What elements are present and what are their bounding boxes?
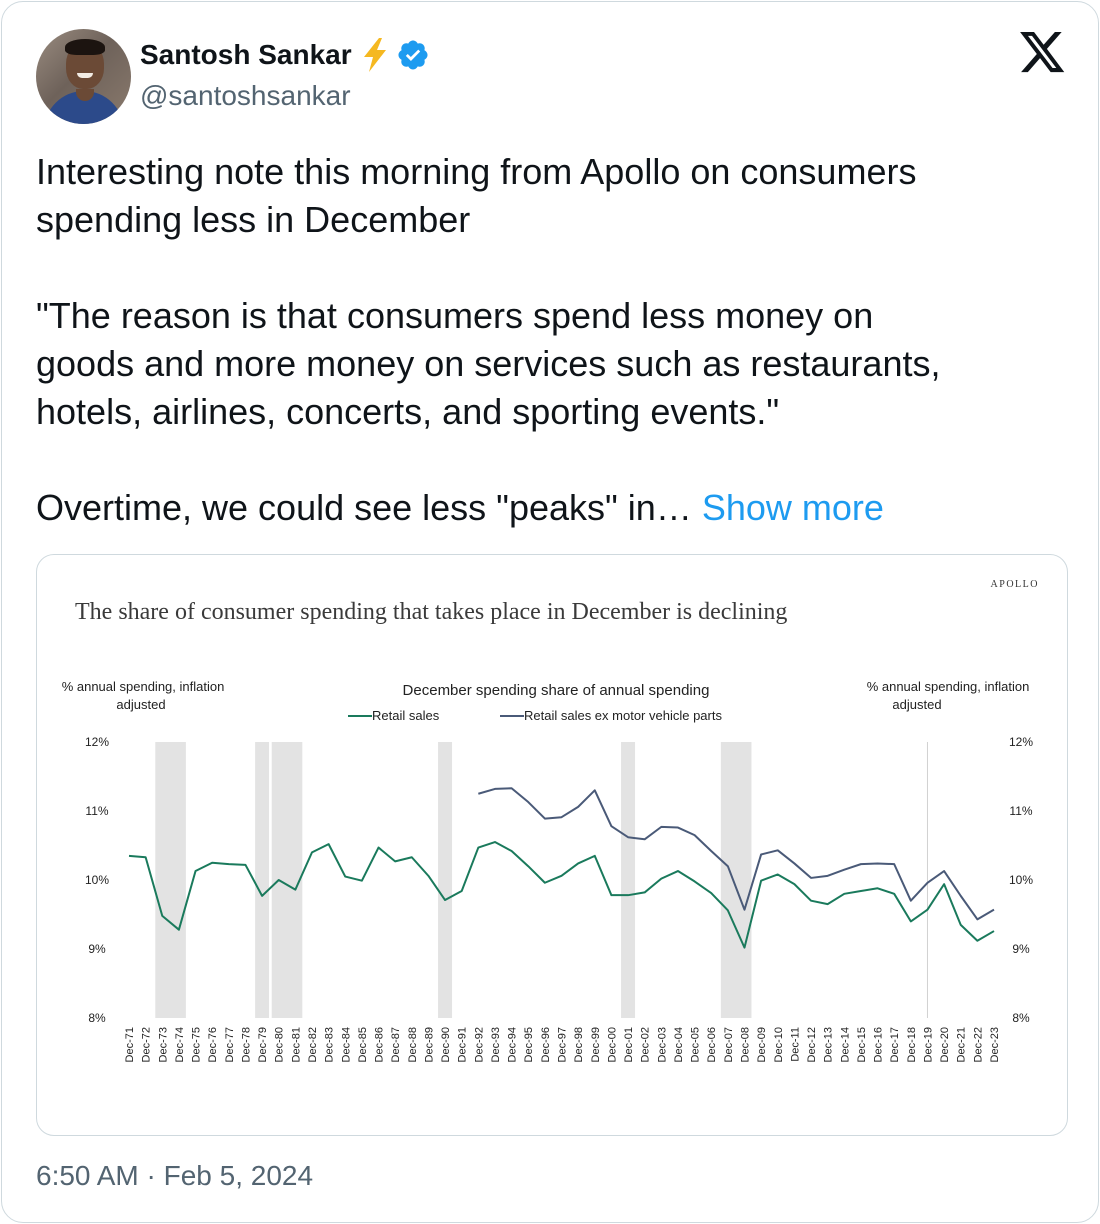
x-tick-label: Dec-86: [373, 1027, 386, 1063]
show-more-link[interactable]: Show more: [701, 487, 884, 528]
x-tick-label: Dec-05: [689, 1027, 702, 1063]
tweet-truncated-text: Overtime, we could see less "peaks" in…: [36, 487, 692, 528]
x-tick-label: Dec-01: [623, 1027, 636, 1063]
x-tick-label: Dec-85: [356, 1027, 369, 1063]
tweet-quote-line: hotels, airlines, concerts, and sporting events.": [36, 391, 780, 432]
x-tick-label: Dec-90: [440, 1027, 453, 1063]
x-tick-label: Dec-91: [456, 1027, 469, 1063]
x-tick-label: Dec-74: [173, 1027, 186, 1063]
right-axis-label-line: % annual spending, inflation: [866, 679, 1030, 694]
recession-band: [438, 742, 452, 1018]
author-handle[interactable]: @santoshsankar: [140, 80, 351, 111]
tweet-text: [36, 148, 1076, 532]
right-y-tick-label: 11%: [1009, 804, 1033, 818]
x-tick-label: Dec-08: [739, 1027, 752, 1063]
chart-svg: [37, 555, 1067, 1135]
x-tick-label: Dec-09: [756, 1027, 769, 1063]
x-tick-label: Dec-79: [257, 1027, 270, 1063]
x-tick-label: Dec-97: [556, 1027, 569, 1063]
x-tick-label: Dec-00: [606, 1027, 619, 1063]
tweet-truncated-line: [36, 484, 1076, 532]
x-tick-label: Dec-99: [589, 1027, 602, 1063]
x-tick-label: Dec-95: [523, 1027, 536, 1063]
recession-band: [272, 742, 303, 1018]
x-tick-label: Dec-98: [573, 1027, 586, 1063]
x-tick-label: Dec-81: [290, 1027, 303, 1063]
right-y-tick-label: 12%: [1008, 735, 1034, 749]
x-tick-label: Dec-87: [390, 1027, 403, 1063]
x-tick-label: Dec-10: [772, 1027, 785, 1063]
tweet-line: spending less in December: [36, 199, 471, 240]
x-tick-label: Dec-07: [722, 1027, 735, 1063]
verified-badge-icon[interactable]: [396, 38, 430, 72]
chart-subtitle: December spending share of annual spending: [402, 682, 710, 699]
x-tick-label: Dec-92: [473, 1027, 486, 1063]
recession-band: [255, 742, 269, 1018]
right-axis-label-line: adjusted: [892, 697, 942, 712]
left-axis-label-line: % annual spending, inflation: [61, 679, 225, 694]
right-y-tick-label: 10%: [1008, 873, 1034, 887]
x-tick-label: Dec-89: [423, 1027, 436, 1063]
x-logo-icon[interactable]: [1020, 32, 1066, 74]
recession-band: [721, 742, 752, 1018]
x-tick-label: Dec-19: [922, 1027, 935, 1063]
right-y-tick-label: 9%: [1012, 942, 1030, 956]
recession-band: [155, 742, 186, 1018]
author-display-name[interactable]: Santosh Sankar: [140, 39, 352, 70]
recession-band: [621, 742, 635, 1018]
x-tick-label: Dec-83: [323, 1027, 336, 1063]
legend-label-retail-ex-mvp: Retail sales ex motor vehicle parts: [524, 708, 722, 723]
tweet-quote-line: goods and more money on services such as restaurants,: [36, 343, 941, 384]
chart-image[interactable]: [36, 554, 1068, 1136]
x-tick-label: Dec-12: [806, 1027, 819, 1063]
x-tick-label: Dec-80: [273, 1027, 286, 1063]
lightning-bolt-icon: [360, 37, 390, 73]
x-tick-label: Dec-02: [639, 1027, 652, 1063]
x-tick-label: Dec-20: [939, 1027, 952, 1063]
x-tick-label: Dec-21: [955, 1027, 968, 1063]
legend-label-retail-sales: Retail sales: [372, 708, 440, 723]
x-tick-label: Dec-17: [889, 1027, 902, 1063]
x-tick-label: Dec-94: [506, 1027, 519, 1063]
left-y-tick-label: 8%: [88, 1011, 106, 1025]
left-y-tick-label: 10%: [84, 873, 110, 887]
x-tick-label: Dec-16: [872, 1027, 885, 1063]
x-tick-label: Dec-93: [489, 1027, 502, 1063]
apollo-brand-label: APOLLO: [990, 579, 1039, 590]
x-tick-label: Dec-72: [140, 1027, 153, 1063]
x-tick-label: Dec-23: [989, 1027, 1001, 1063]
x-tick-label: Dec-96: [539, 1027, 552, 1063]
x-tick-label: Dec-73: [157, 1027, 170, 1063]
author-avatar[interactable]: [36, 29, 131, 124]
x-tick-label: Dec-75: [190, 1027, 203, 1063]
x-tick-label: Dec-04: [672, 1027, 685, 1063]
x-tick-label: Dec-76: [207, 1027, 220, 1063]
x-tick-label: Dec-22: [972, 1027, 985, 1063]
left-y-tick-label: 9%: [88, 942, 106, 956]
x-tick-label: Dec-03: [656, 1027, 669, 1063]
tweet-card: [1, 1, 1099, 1223]
x-tick-label: Dec-71: [124, 1027, 136, 1063]
x-tick-label: Dec-06: [706, 1027, 719, 1063]
x-tick-label: Dec-18: [905, 1027, 918, 1063]
x-tick-label: Dec-82: [306, 1027, 319, 1063]
x-tick-label: Dec-13: [822, 1027, 835, 1063]
x-tick-label: Dec-88: [406, 1027, 419, 1063]
chart-title: The share of consumer spending that takes place in December is declining: [75, 599, 788, 625]
left-y-tick-label: 12%: [84, 735, 110, 749]
x-tick-label: Dec-77: [223, 1027, 236, 1063]
tweet-timestamp[interactable]: 6:50 AM · Feb 5, 2024: [36, 1160, 314, 1191]
x-tick-label: Dec-11: [789, 1027, 802, 1062]
left-y-tick-label: 11%: [85, 804, 109, 818]
left-axis-label-line: adjusted: [116, 697, 166, 712]
right-y-tick-label: 8%: [1012, 1011, 1030, 1025]
author-name-row: [140, 35, 430, 75]
x-tick-label: Dec-78: [240, 1027, 253, 1063]
tweet-line: Interesting note this morning from Apollo on consumers: [36, 151, 917, 192]
tweet-quote-line: "The reason is that consumers spend less money on: [36, 295, 874, 336]
x-tick-label: Dec-84: [340, 1027, 353, 1063]
x-tick-label: Dec-15: [855, 1027, 868, 1063]
x-tick-label: Dec-14: [839, 1027, 852, 1063]
